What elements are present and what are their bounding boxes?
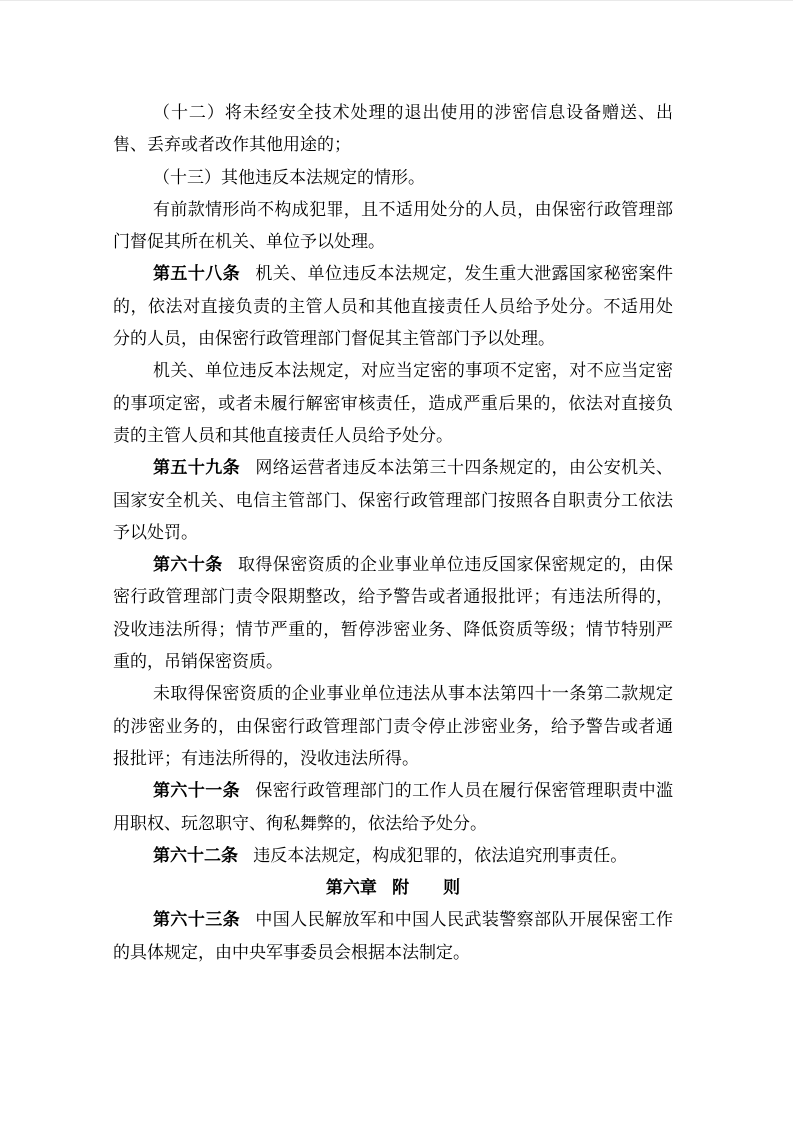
paragraph-article-59 <box>113 452 673 549</box>
chapter-title: 附 则 <box>392 878 461 898</box>
document-body <box>113 97 673 969</box>
chapter-heading <box>113 872 673 904</box>
paragraph-text: 网络运营者违反本法第三十四条规定的，由公安机关、国家安全机关、电信主管部门、保密行政管理部门按照各自职责分工依法予以处罚。 <box>113 458 674 542</box>
paragraph-article-58 <box>113 258 673 355</box>
article-number: 第六十二条 <box>153 845 238 865</box>
paragraph-article-63 <box>113 904 673 969</box>
paragraph-text: 中国人民解放军和中国人民武装警察部队开展保密工作的具体规定，由中央军事委员会根据本法制定。 <box>113 910 674 962</box>
paragraph-text: （十二）将未经安全技术处理的退出使用的涉密信息设备赠送、出售、丢弃或者改作其他用途的； <box>113 103 673 155</box>
paragraph <box>113 678 673 775</box>
paragraph-text: 机关、单位违反本法规定，对应当定密的事项不定密，对不应当定密的事项定密，或者未履行解密审核责任，造成严重后果的，依法对直接负责的主管人员和其他直接责任人员给予处分。 <box>113 361 673 445</box>
article-number: 第六十条 <box>153 555 223 575</box>
paragraph-article-62 <box>113 840 673 872</box>
paragraph-text: 机关、单位违反本法规定，发生重大泄露国家秘密案件的，依法对直接负责的主管人员和其他直接责任人员给予处分。不适用处分的人员，由保密行政管理部门督促其主管部门予以处理。 <box>113 264 674 349</box>
chapter-number: 第六章 <box>325 878 377 898</box>
article-number: 第五十八条 <box>153 264 241 284</box>
paragraph-article-61 <box>113 775 673 840</box>
paragraph-text: 违反本法规定，构成犯罪的，依法追究刑事责任。 <box>253 845 628 865</box>
paragraph <box>113 355 673 452</box>
paragraph <box>113 97 673 162</box>
article-number: 第六十一条 <box>153 781 241 801</box>
paragraph <box>113 194 673 259</box>
article-number: 第五十九条 <box>153 458 241 478</box>
paragraph-text: 未取得保密资质的企业事业单位违法从事本法第四十一条第二款规定的涉密业务的，由保密行政管理部门责令停止涉密业务，给予警告或者通报批评；有违法所得的，没收违法所得。 <box>113 684 673 768</box>
article-number: 第六十三条 <box>153 910 241 930</box>
paragraph <box>113 162 673 194</box>
paragraph-text: 保密行政管理部门的工作人员在履行保密管理职责中滥用职权、玩忽职守、徇私舞弊的，依法给予处分。 <box>113 781 674 833</box>
paragraph-text: 有前款情形尚不构成犯罪，且不适用处分的人员，由保密行政管理部门督促其所在机关、单位予以处理。 <box>113 199 673 252</box>
paragraph-text: （十三）其他违反本法规定的情形。 <box>153 167 425 187</box>
paragraph-article-60 <box>113 549 673 678</box>
paragraph-text: 取得保密资质的企业事业单位违反国家保密规定的，由保密行政管理部门责令限期整改，给予警告或者通报批评；有违法所得的，没收违法所得；情节严重的，暂停涉密业务、降低资质等级；情节特别严重的，吊销保密资质。 <box>113 555 673 672</box>
